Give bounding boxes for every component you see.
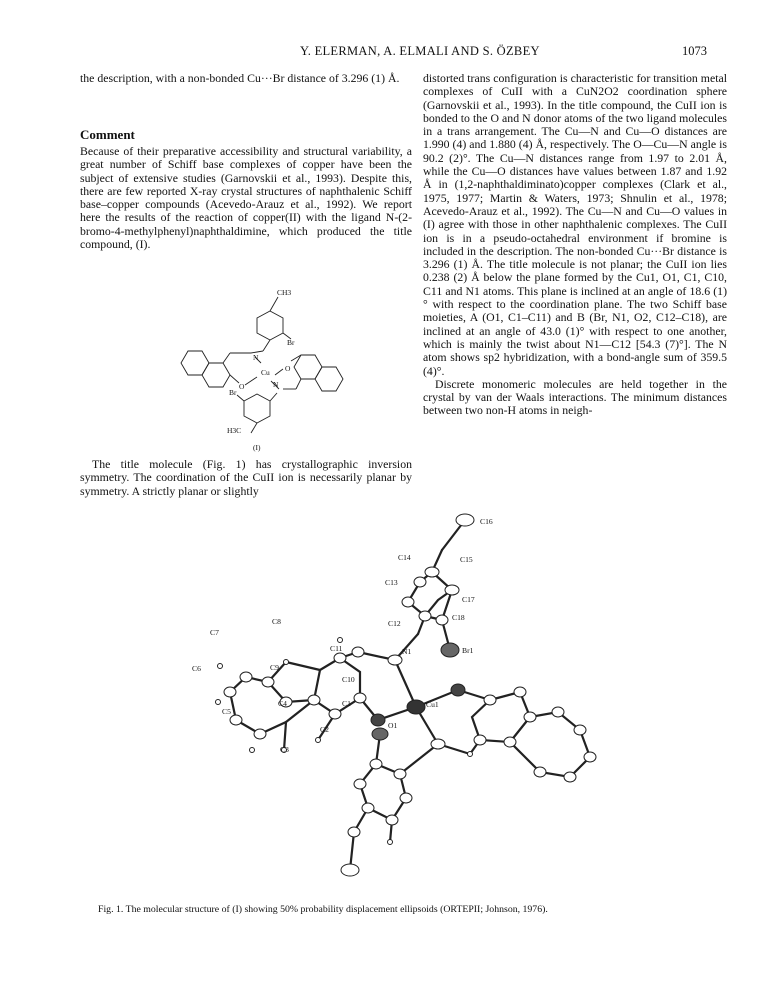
scheme-atom-br: Br [229, 388, 237, 397]
right-column [423, 72, 727, 418]
atom-label: C10 [342, 675, 355, 684]
atom-label: C1 [342, 699, 351, 708]
scheme-atom-n: N [253, 353, 259, 362]
scheme-atom-n: N [273, 380, 279, 389]
scheme-atom-o: O [239, 382, 245, 391]
atom-label: C16 [480, 517, 493, 526]
atom-label: C7 [210, 628, 219, 637]
atom-label: C14 [398, 553, 411, 562]
left-column-bottom [80, 458, 412, 498]
scheme-atom-h3c: H3C [227, 426, 242, 435]
atom-label: C17 [462, 595, 475, 604]
atom-label: O1 [388, 721, 398, 730]
section-heading: Comment [80, 127, 135, 142]
atom-label: C3 [280, 745, 289, 754]
atom-label: C5 [222, 707, 231, 716]
figure-caption: Fig. 1. The molecular structure of (I) showing 50% probability displacement ellipsoids (ORTEPII; Johnson, 1976). [98, 904, 548, 915]
atom-label: C18 [452, 613, 465, 622]
paragraph: distorted trans configuration is characteristic for transition metal complexes of CuII with a CuN2O2 coordination sphere (Garnovskii et al., 1993). In the title compound, the CuII ion is bonded to the O and N donor atoms of the two ligand molecules in a trans arrangement. The Cu—N and Cu—O distances are 1.990 (4) and 1.880 (4) Å, respectively. The O—Cu—N angle is 90.2 (2)°. The Cu—N distances range from 1.97 to 2.01 Å, while the Cu—O distances have values between 1.87 and 1.92 Å in (1,2-naphthaldiminato)copper complexes (Clark et al., 1975, 1977; Martin & Waters, 1973; Shnulin et al., 1978; Acevedo-Arauz et al., 1992). The Cu—N and Cu—O values in (I) agree with those in other naphthalenic complexes. The CuII ion is in a pseudo-octahedral environment if bromine is included in the description. The non-bonded Cu···Br distance is 3.296 (1) Å. The title molecule is not planar; the CuII ion lies 0.238 (2) Å below the plane formed by the Cu1, O1, C1, C10, C11 and N1 atoms. This plane is inclined at an angle of 18.6 (1)° with respect to the coordination plane. The two Schiff base moieties, A (O1, C1–C11) and B (Br, N1, O2, C12–C18), are inclined at an angle of 43.0 (1)° with respect to one another, which is mainly the twist about N1—C12 [54.3 (7)°]. The N atom shows sp2 hybridization, with a bond-angle sum of 359.5 (4)°. [423, 71, 727, 378]
atom-label: C6 [192, 664, 201, 673]
atom-label: C12 [388, 619, 401, 628]
page-number: 1073 [682, 44, 707, 58]
left-column-comment [80, 145, 412, 251]
atom-label: C13 [385, 578, 398, 587]
atom-label: Cu1 [426, 700, 439, 709]
atom-label: C15 [460, 555, 473, 564]
atom-label: C8 [272, 617, 281, 626]
paragraph: The title molecule (Fig. 1) has crystallographic inversion symmetry. The coordination of the CuII ion is necessarily planar by symmetry. A strictly planar or slightly [80, 457, 412, 498]
chemical-scheme [175, 283, 355, 453]
scheme-atom-ch3: CH3 [277, 288, 292, 297]
atom-label: N1 [402, 647, 412, 656]
atom-label: C4 [278, 699, 287, 708]
scheme-atom-cu: Cu [261, 368, 270, 377]
atom-label: Br1 [462, 646, 474, 655]
paragraph: Discrete monomeric molecules are held together in the crystal by van der Waals interactions. The minimum distances between two non-H atoms in neigh- [423, 376, 727, 418]
left-column-top [80, 72, 412, 85]
scheme-label: (I) [253, 443, 261, 452]
atom-label: C2 [320, 725, 329, 734]
scheme-atom-br: Br [287, 338, 295, 347]
header-authors: Y. ELERMAN, A. ELMALI AND S. ÖZBEY [300, 44, 540, 58]
atom-label: C11 [330, 644, 343, 653]
scheme-atom-o: O [285, 364, 291, 373]
paragraph: Because of their preparative accessibility and structural variability, a great number of Schiff base complexes of copper have been the subject of extensive studies (Garnovskii et al., 1993). Despite this, there are few reported X-ray crystal structures of naphthalenic Schiff base–copper compounds (Acevedo-Arauz et al., 1992). We report here the results of the reaction of copper(II) with the ligand N-(2-bromo-4-methylphenyl)naphthaldimine, which produced the title compound, (I). [80, 144, 412, 252]
ortep-figure [180, 502, 640, 902]
running-header [0, 44, 784, 64]
paragraph: the description, with a non-bonded Cu···Br distance of 3.296 (1) Å. [80, 71, 400, 85]
atom-label: C9 [270, 663, 279, 672]
